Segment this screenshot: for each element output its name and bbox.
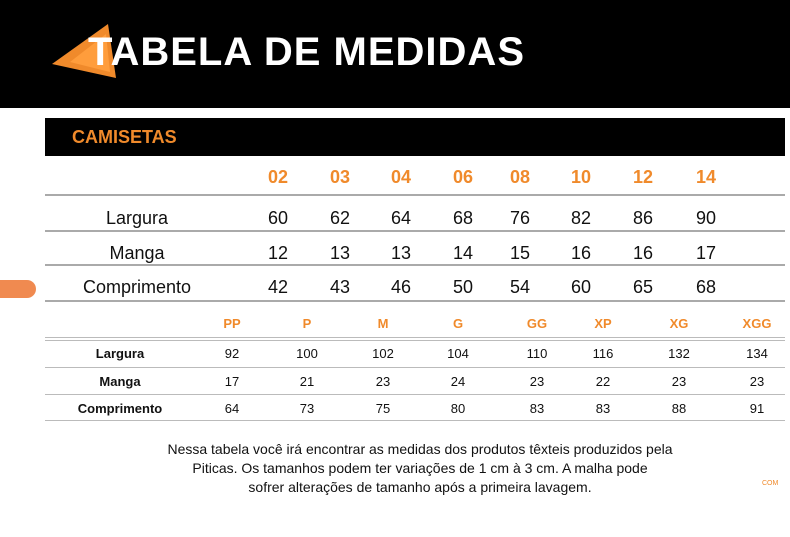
- table-cell: 83: [529, 401, 545, 416]
- size-header: 02: [267, 167, 289, 187]
- table-cell: 60: [267, 208, 289, 228]
- table-divider: [45, 367, 785, 368]
- table-cell: 75: [375, 401, 391, 416]
- table-cell: 23: [671, 374, 687, 389]
- row-label: Comprimento: [82, 277, 192, 297]
- footer-line: Nessa tabela você irá encontrar as medidas dos produtos têxteis produzidos pela: [167, 441, 673, 457]
- table-cell: 17: [695, 243, 717, 263]
- footer-note: [80, 440, 760, 497]
- size-header: G: [452, 316, 464, 331]
- table-cell: 88: [671, 401, 687, 416]
- table-cell: 21: [299, 374, 315, 389]
- table-cell: 23: [749, 374, 765, 389]
- table-cell: 14: [452, 243, 474, 263]
- table-cell: 90: [695, 208, 717, 228]
- table-cell: 104: [447, 346, 469, 361]
- table-cell: 50: [452, 277, 474, 297]
- table-cell: 102: [372, 346, 394, 361]
- footer-line: sofrer alterações de tamanho após a primeira lavagem.: [248, 479, 592, 495]
- table-cell: 116: [592, 346, 614, 361]
- table-cell: 23: [375, 374, 391, 389]
- table-cell: 76: [509, 208, 531, 228]
- size-header: 06: [452, 167, 474, 187]
- table-cell: 24: [450, 374, 466, 389]
- table-divider: [45, 420, 785, 421]
- row-label: Largura: [95, 346, 145, 361]
- size-header: PP: [223, 316, 241, 331]
- table-divider: [45, 340, 785, 341]
- size-header: M: [377, 316, 389, 331]
- table-cell: 13: [390, 243, 412, 263]
- size-header: GG: [526, 316, 548, 331]
- page-title: TABELA DE MEDIDAS: [88, 30, 525, 74]
- table-divider: [45, 394, 785, 395]
- table-divider: [45, 264, 785, 266]
- table-cell: 12: [267, 243, 289, 263]
- size-header: XGG: [742, 316, 772, 331]
- size-header: P: [302, 316, 312, 331]
- size-header: 03: [329, 167, 351, 187]
- corner-tag: COM: [762, 480, 779, 487]
- size-header: 14: [695, 167, 717, 187]
- size-header: 08: [509, 167, 531, 187]
- row-label: Manga: [109, 243, 165, 263]
- table-divider: [45, 300, 785, 302]
- table-cell: 54: [509, 277, 531, 297]
- table-divider: [45, 230, 785, 232]
- table-cell: 68: [452, 208, 474, 228]
- row-label: Largura: [105, 208, 169, 228]
- table-cell: 43: [329, 277, 351, 297]
- side-tab-marker: [0, 280, 36, 298]
- size-header: XG: [669, 316, 689, 331]
- table-cell: 80: [450, 401, 466, 416]
- table-cell: 17: [224, 374, 240, 389]
- table-cell: 42: [267, 277, 289, 297]
- table-cell: 132: [668, 346, 690, 361]
- size-header: 10: [570, 167, 592, 187]
- table-cell: 64: [224, 401, 240, 416]
- table-cell: 100: [296, 346, 318, 361]
- table-divider: [45, 194, 785, 196]
- footer-line: Piticas. Os tamanhos podem ter variações de 1 cm à 3 cm. A malha pode: [192, 460, 648, 476]
- section-title: CAMISETAS: [72, 127, 177, 147]
- table-cell: 13: [329, 243, 351, 263]
- table-cell: 46: [390, 277, 412, 297]
- row-label: Comprimento: [77, 401, 163, 416]
- size-header: 04: [390, 167, 412, 187]
- table-cell: 62: [329, 208, 351, 228]
- table-cell: 82: [570, 208, 592, 228]
- table-cell: 16: [632, 243, 654, 263]
- table-cell: 65: [632, 277, 654, 297]
- table-cell: 22: [595, 374, 611, 389]
- table-cell: 73: [299, 401, 315, 416]
- table-cell: 91: [749, 401, 765, 416]
- table-divider: [45, 337, 785, 338]
- table-cell: 60: [570, 277, 592, 297]
- table-cell: 92: [224, 346, 240, 361]
- table-cell: 16: [570, 243, 592, 263]
- table-cell: 134: [746, 346, 768, 361]
- size-header: 12: [632, 167, 654, 187]
- table-cell: 64: [390, 208, 412, 228]
- table-cell: 15: [509, 243, 531, 263]
- table-cell: 110: [526, 346, 548, 361]
- table-cell: 23: [529, 374, 545, 389]
- size-header: XP: [594, 316, 612, 331]
- table-cell: 86: [632, 208, 654, 228]
- table-cell: 83: [595, 401, 611, 416]
- row-label: Manga: [99, 374, 141, 389]
- table-cell: 68: [695, 277, 717, 297]
